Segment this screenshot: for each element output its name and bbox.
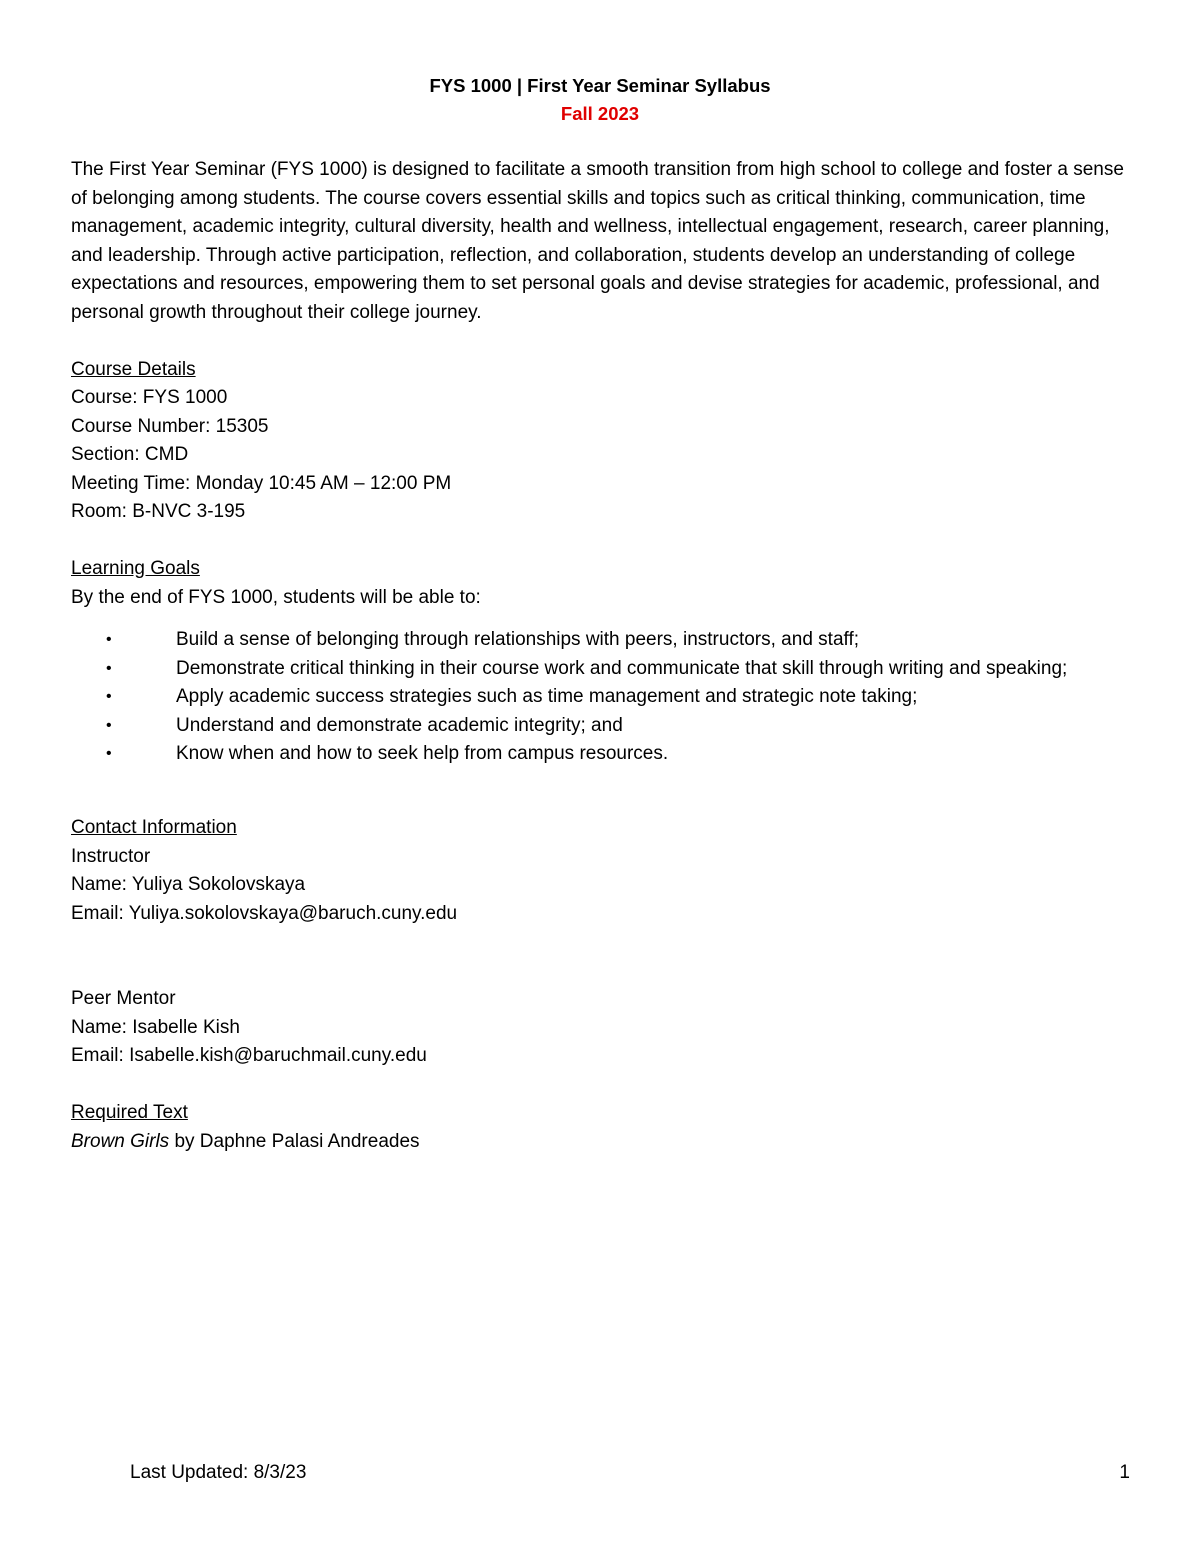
- last-updated: Last Updated: 8/3/23: [130, 1462, 307, 1483]
- intro-paragraph: The First Year Seminar (FYS 1000) is designed to facilitate a smooth transition from high school to college and foster a sense of belonging among students. The course covers essential skills and topics such as critical thinking, communication, time management, academic integrity, cultural diversity, health and wellness, intellectual engagement, research, career planning, and leadership. Through active participation, reflection, and collaboration, students develop an understanding of college expectations and resources, empowering them to set personal goals and devise strategies for academic, professional, and personal growth throughout their college journey.: [71, 159, 1124, 323]
- title-block: [0, 74, 1200, 126]
- bullet-icon: •: [106, 688, 112, 705]
- peer-mentor-label: Peer Mentor: [71, 988, 176, 1009]
- book-title: Brown Girls: [71, 1130, 170, 1152]
- list-item: [71, 655, 1131, 684]
- required-book: [71, 1128, 1131, 1157]
- learning-goals-section: [71, 555, 1131, 769]
- learning-goals-list: [71, 626, 1131, 769]
- goal-text: Know when and how to seek help from campus resources.: [176, 743, 669, 764]
- goal-text: Build a sense of belonging through relationships with peers, instructors, and staff;: [176, 629, 859, 650]
- course-name: Course: FYS 1000: [71, 387, 228, 408]
- instructor-name: Name: Yuliya Sokolovskaya: [71, 874, 306, 895]
- learning-goals-heading: Learning Goals: [71, 558, 200, 579]
- goal-text: Understand and demonstrate academic integrity; and: [176, 714, 623, 736]
- room: Room: B-NVC 3-195: [71, 501, 246, 522]
- list-item: [71, 626, 1131, 655]
- learning-goals-lead: By the end of FYS 1000, students will be able to:: [71, 586, 481, 608]
- contact-section: [71, 814, 1131, 1071]
- course-section: Section: CMD: [71, 444, 189, 465]
- required-text-section: [71, 1099, 1131, 1156]
- bullet-icon: •: [106, 716, 112, 734]
- meeting-time: Meeting Time: Monday 10:45 AM – 12:00 PM: [71, 472, 452, 494]
- list-item: [71, 712, 1131, 741]
- course-details-section: [71, 356, 1131, 527]
- goal-text: Demonstrate critical thinking in their course work and communicate that skill through writing and speaking;: [176, 657, 1068, 679]
- list-item: [71, 740, 1131, 769]
- document-body: [71, 156, 1131, 1156]
- peer-mentor-name: Name: Isabelle Kish: [71, 1016, 240, 1038]
- instructor-email: Email: Yuliya.sokolovskaya@baruch.cuny.edu: [71, 902, 458, 924]
- bullet-icon: •: [106, 631, 112, 648]
- page-number: 1: [1119, 1462, 1130, 1483]
- required-text-heading: Required Text: [71, 1102, 188, 1123]
- course-number: Course Number: 15305: [71, 415, 269, 437]
- bullet-icon: •: [106, 745, 112, 762]
- peer-mentor-email: Email: Isabelle.kish@baruchmail.cuny.edu: [71, 1045, 427, 1066]
- goal-text: Apply academic success strategies such as time management and strategic note taking;: [176, 686, 918, 707]
- term-label: Fall 2023: [560, 103, 640, 124]
- book-author: by Daphne Palasi Andreades: [169, 1130, 420, 1152]
- instructor-label: Instructor: [71, 845, 151, 867]
- page-footer: [130, 1459, 1130, 1487]
- list-item: [71, 683, 1131, 712]
- bullet-icon: •: [106, 659, 112, 677]
- contact-heading: Contact Information: [71, 817, 237, 838]
- course-details-heading: Course Details: [71, 358, 196, 380]
- document-title: FYS 1000 | First Year Seminar Syllabus: [429, 75, 771, 96]
